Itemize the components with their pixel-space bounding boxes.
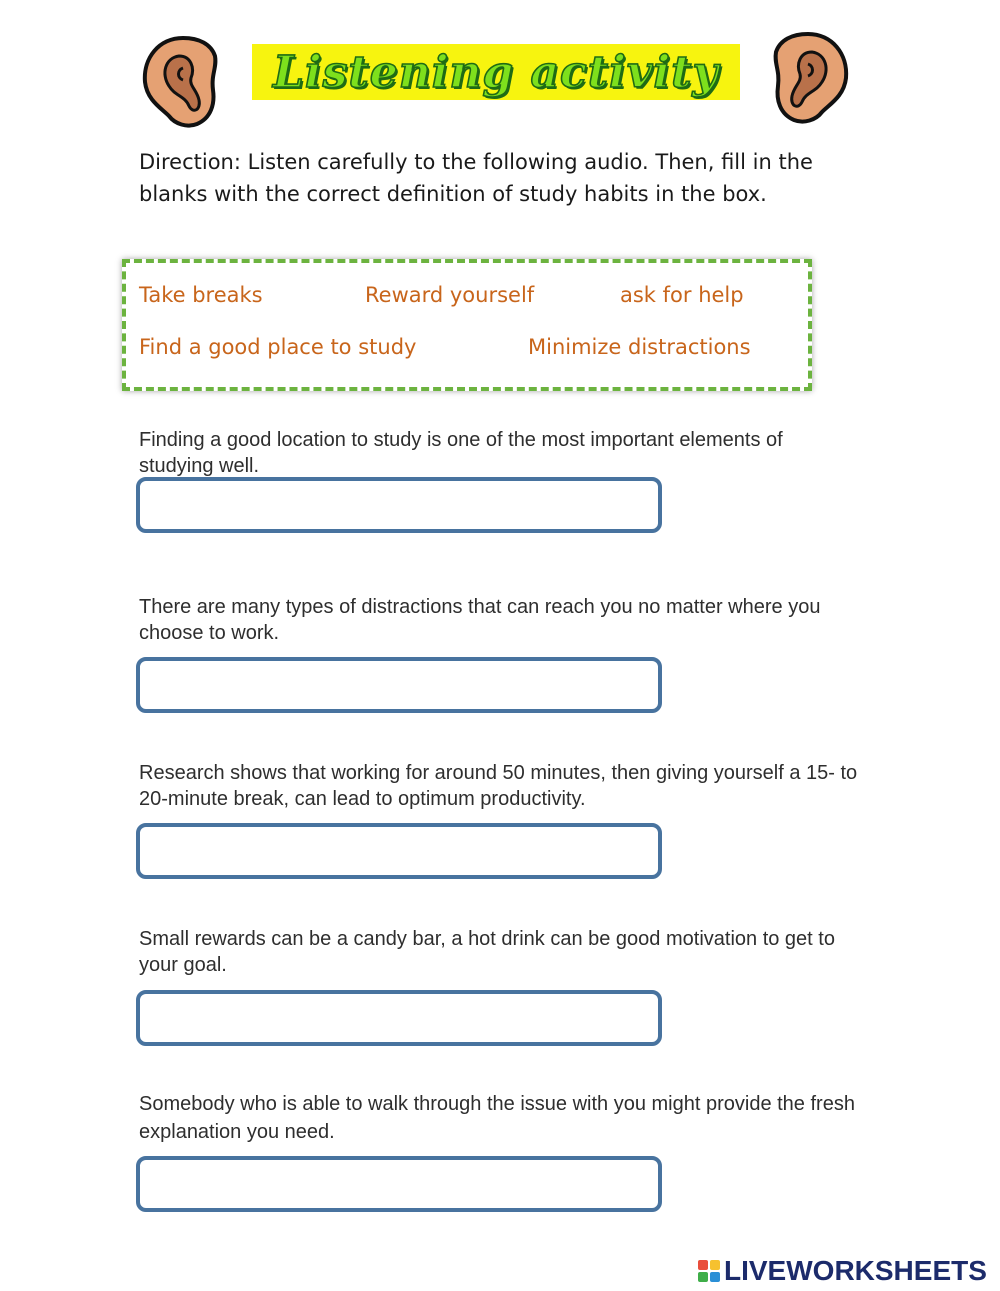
direction-text: Direction: Listen carefully to the following audio. Then, fill in the blanks with the correct definition of study habits in the box.	[139, 150, 813, 206]
question-text: There are many types of distractions that can reach you no matter where you choose to work.	[139, 596, 821, 644]
liveworksheets-logo[interactable]	[698, 1254, 987, 1288]
logo-text: LIVEWORKSHEETS	[724, 1255, 987, 1286]
right-ear-icon	[770, 30, 852, 126]
word-bank	[122, 259, 812, 391]
answer-input-1[interactable]	[136, 477, 662, 533]
answer-input-2[interactable]	[136, 657, 662, 713]
word-bank-item: Find a good place to study	[139, 335, 417, 359]
question-text: Somebody who is able to walk through the issue with you might provide the fresh explanation you need.	[139, 1093, 855, 1143]
word-bank-item: Reward yourself	[365, 283, 535, 307]
logo-block	[710, 1272, 720, 1282]
left-ear-icon	[139, 34, 221, 130]
word-bank-item: Minimize distractions	[528, 335, 751, 359]
logo-blocks-icon	[698, 1260, 720, 1282]
answer-input-3[interactable]	[136, 823, 662, 879]
answer-input-4[interactable]	[136, 990, 662, 1046]
page-title: Listening activity	[272, 46, 720, 98]
question-text: Small rewards can be a candy bar, a hot drink can be good motivation to get to your goal.	[139, 928, 835, 976]
logo-block	[698, 1260, 708, 1270]
answer-input-5[interactable]	[136, 1156, 662, 1212]
word-bank-item: ask for help	[620, 283, 744, 307]
word-bank-item: Take breaks	[139, 283, 263, 307]
logo-block	[698, 1272, 708, 1282]
question-text: Finding a good location to study is one of the most important elements of studying well.	[139, 429, 783, 477]
logo-block	[710, 1260, 720, 1270]
question-text: Research shows that working for around 50 minutes, then giving yourself a 15- to 20-minute break, can lead to optimum productivity.	[139, 762, 858, 810]
title-banner	[252, 44, 740, 100]
